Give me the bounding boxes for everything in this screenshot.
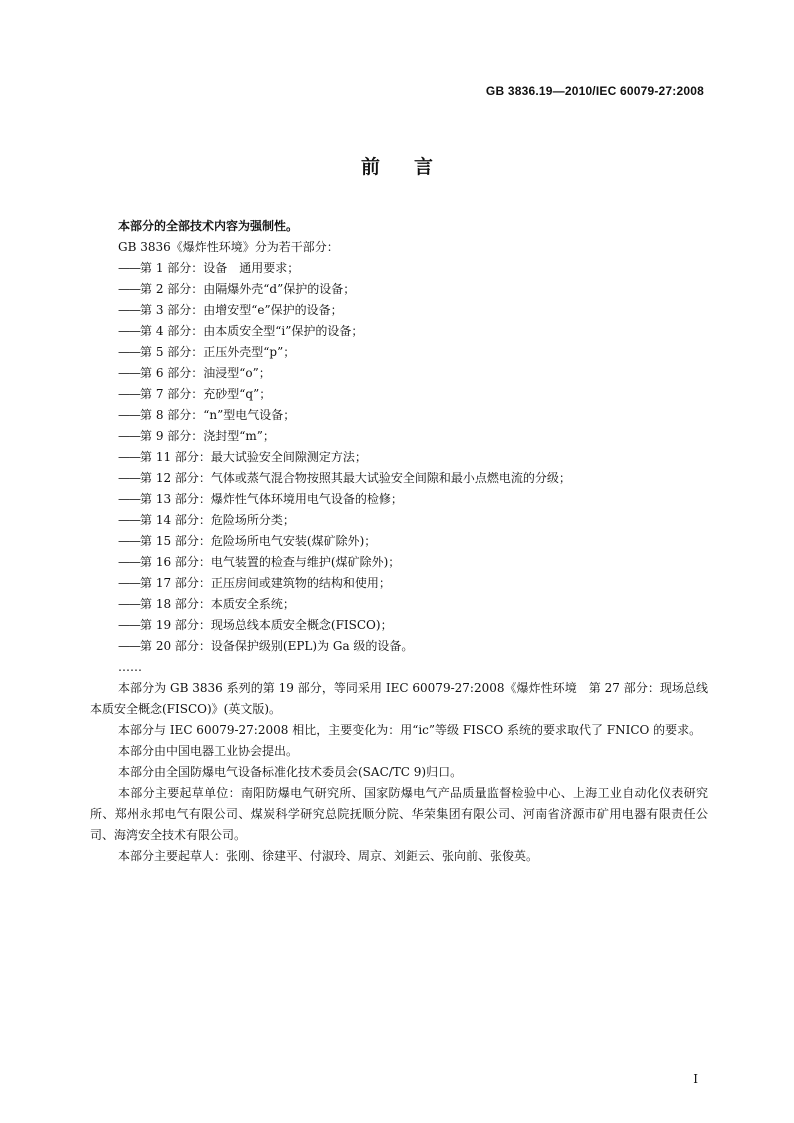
list-item <box>118 552 708 573</box>
page-title <box>0 152 794 179</box>
list-dash: —— <box>118 576 140 590</box>
list-item <box>118 426 708 447</box>
list-dash: —— <box>118 534 140 548</box>
list-item <box>118 384 708 405</box>
list-item-text: 第 1 部分：设备 通用要求； <box>140 261 300 275</box>
list-dash: —— <box>118 471 140 485</box>
list-item-text: 第 19 部分：现场总线本质安全概念(FISCO)； <box>140 618 393 632</box>
list-item-text: 第 6 部分：油浸型“o”； <box>140 366 271 380</box>
list-item-text: 第 8 部分：“n”型电气设备； <box>140 408 296 422</box>
list-item-text: 第 7 部分：充砂型“q”； <box>140 387 272 401</box>
mandatory-statement: 本部分的全部技术内容为强制性。 <box>118 219 299 233</box>
list-item <box>118 573 708 594</box>
list-dash: —— <box>118 282 140 296</box>
page-number: I <box>693 1072 698 1086</box>
paragraph-proposer: 本部分由中国电器工业协会提出。 <box>118 744 299 758</box>
list-item <box>118 594 708 615</box>
list-dash: —— <box>118 303 140 317</box>
ellipsis: …… <box>118 660 142 674</box>
list-item-text: 第 4 部分：由本质安全型“i”保护的设备； <box>140 324 364 338</box>
list-item <box>118 510 708 531</box>
list-dash: —— <box>118 429 140 443</box>
list-dash: —— <box>118 492 140 506</box>
paragraph-adoption: 本部分为 GB 3836 系列的第 19 部分，等同采用 IEC 60079-27:2008《爆炸性环境 第 27 部分：现场总线本质安全概念(FISCO)》(英文版)。 <box>90 681 708 716</box>
list-item-text: 第 14 部分：危险场所分类； <box>140 513 295 527</box>
paragraph-committee: 本部分由全国防爆电气设备标准化技术委员会(SAC/TC 9)归口。 <box>118 765 463 779</box>
title-char-2: 言 <box>414 156 434 178</box>
list-item <box>118 300 708 321</box>
list-dash: —— <box>118 408 140 422</box>
list-item <box>118 636 708 657</box>
list-dash: —— <box>118 555 140 569</box>
list-item <box>118 447 708 468</box>
parts-list <box>118 258 708 657</box>
list-item-text: 第 9 部分：浇封型“m”； <box>140 429 275 443</box>
list-item-text: 第 15 部分：危险场所电气安装(煤矿除外)； <box>140 534 377 548</box>
list-item <box>118 489 708 510</box>
list-item <box>118 405 708 426</box>
list-dash: —— <box>118 639 140 653</box>
list-item <box>118 321 708 342</box>
list-item-text: 第 12 部分：气体或蒸气混合物按照其最大试验安全间隙和最小点燃电流的分级； <box>140 471 571 485</box>
list-dash: —— <box>118 450 140 464</box>
parts-intro: GB 3836《爆炸性环境》分为若干部分： <box>118 240 339 254</box>
foreword-body <box>90 216 708 867</box>
list-item <box>118 615 708 636</box>
standard-header: GB 3836.19—2010/IEC 60079-27:2008 <box>485 84 704 98</box>
list-dash: —— <box>118 618 140 632</box>
list-item-text: 第 20 部分：设备保护级别(EPL)为 Ga 级的设备。 <box>140 639 414 653</box>
paragraph-drafting-units: 本部分主要起草单位：南阳防爆电气研究所、国家防爆电气产品质量监督检验中心、上海工业自动化仪表研究所、郑州永邦电气有限公司、煤炭科学研究总院抚顺分院、华荣集团有限公司、河南省济源市矿用电器有限责任公司、海湾安全技术有限公司。 <box>90 786 708 842</box>
list-item-text: 第 13 部分：爆炸性气体环境用电气设备的检修； <box>140 492 403 506</box>
list-dash: —— <box>118 513 140 527</box>
list-item <box>118 468 708 489</box>
list-item-text: 第 16 部分：电气装置的检查与维护(煤矿除外)； <box>140 555 401 569</box>
list-item-text: 第 2 部分：由隔爆外壳“d”保护的设备； <box>140 282 356 296</box>
list-dash: —— <box>118 324 140 338</box>
list-item-text: 第 3 部分：由增安型“e”保护的设备； <box>140 303 343 317</box>
paragraph-drafters: 本部分主要起草人：张刚、徐建平、付淑玲、周京、刘鉅云、张向前、张俊英。 <box>118 849 539 863</box>
list-item <box>118 342 708 363</box>
list-item-text: 第 5 部分：正压外壳型“p”； <box>140 345 296 359</box>
list-item <box>118 531 708 552</box>
list-dash: —— <box>118 366 140 380</box>
paragraph-changes: 本部分与 IEC 60079-27:2008 相比，主要变化为：用“ic”等级 FISCO 系统的要求取代了 FNICO 的要求。 <box>118 723 702 737</box>
list-dash: —— <box>118 261 140 275</box>
list-item-text: 第 17 部分：正压房间或建筑物的结构和使用； <box>140 576 391 590</box>
list-item-text: 第 11 部分：最大试验安全间隙测定方法； <box>140 450 367 464</box>
list-item <box>118 258 708 279</box>
title-char-1: 前 <box>360 156 380 178</box>
list-item-text: 第 18 部分：本质安全系统； <box>140 597 295 611</box>
list-item <box>118 363 708 384</box>
list-dash: —— <box>118 345 140 359</box>
list-dash: —— <box>118 597 140 611</box>
list-item <box>118 279 708 300</box>
list-dash: —— <box>118 387 140 401</box>
